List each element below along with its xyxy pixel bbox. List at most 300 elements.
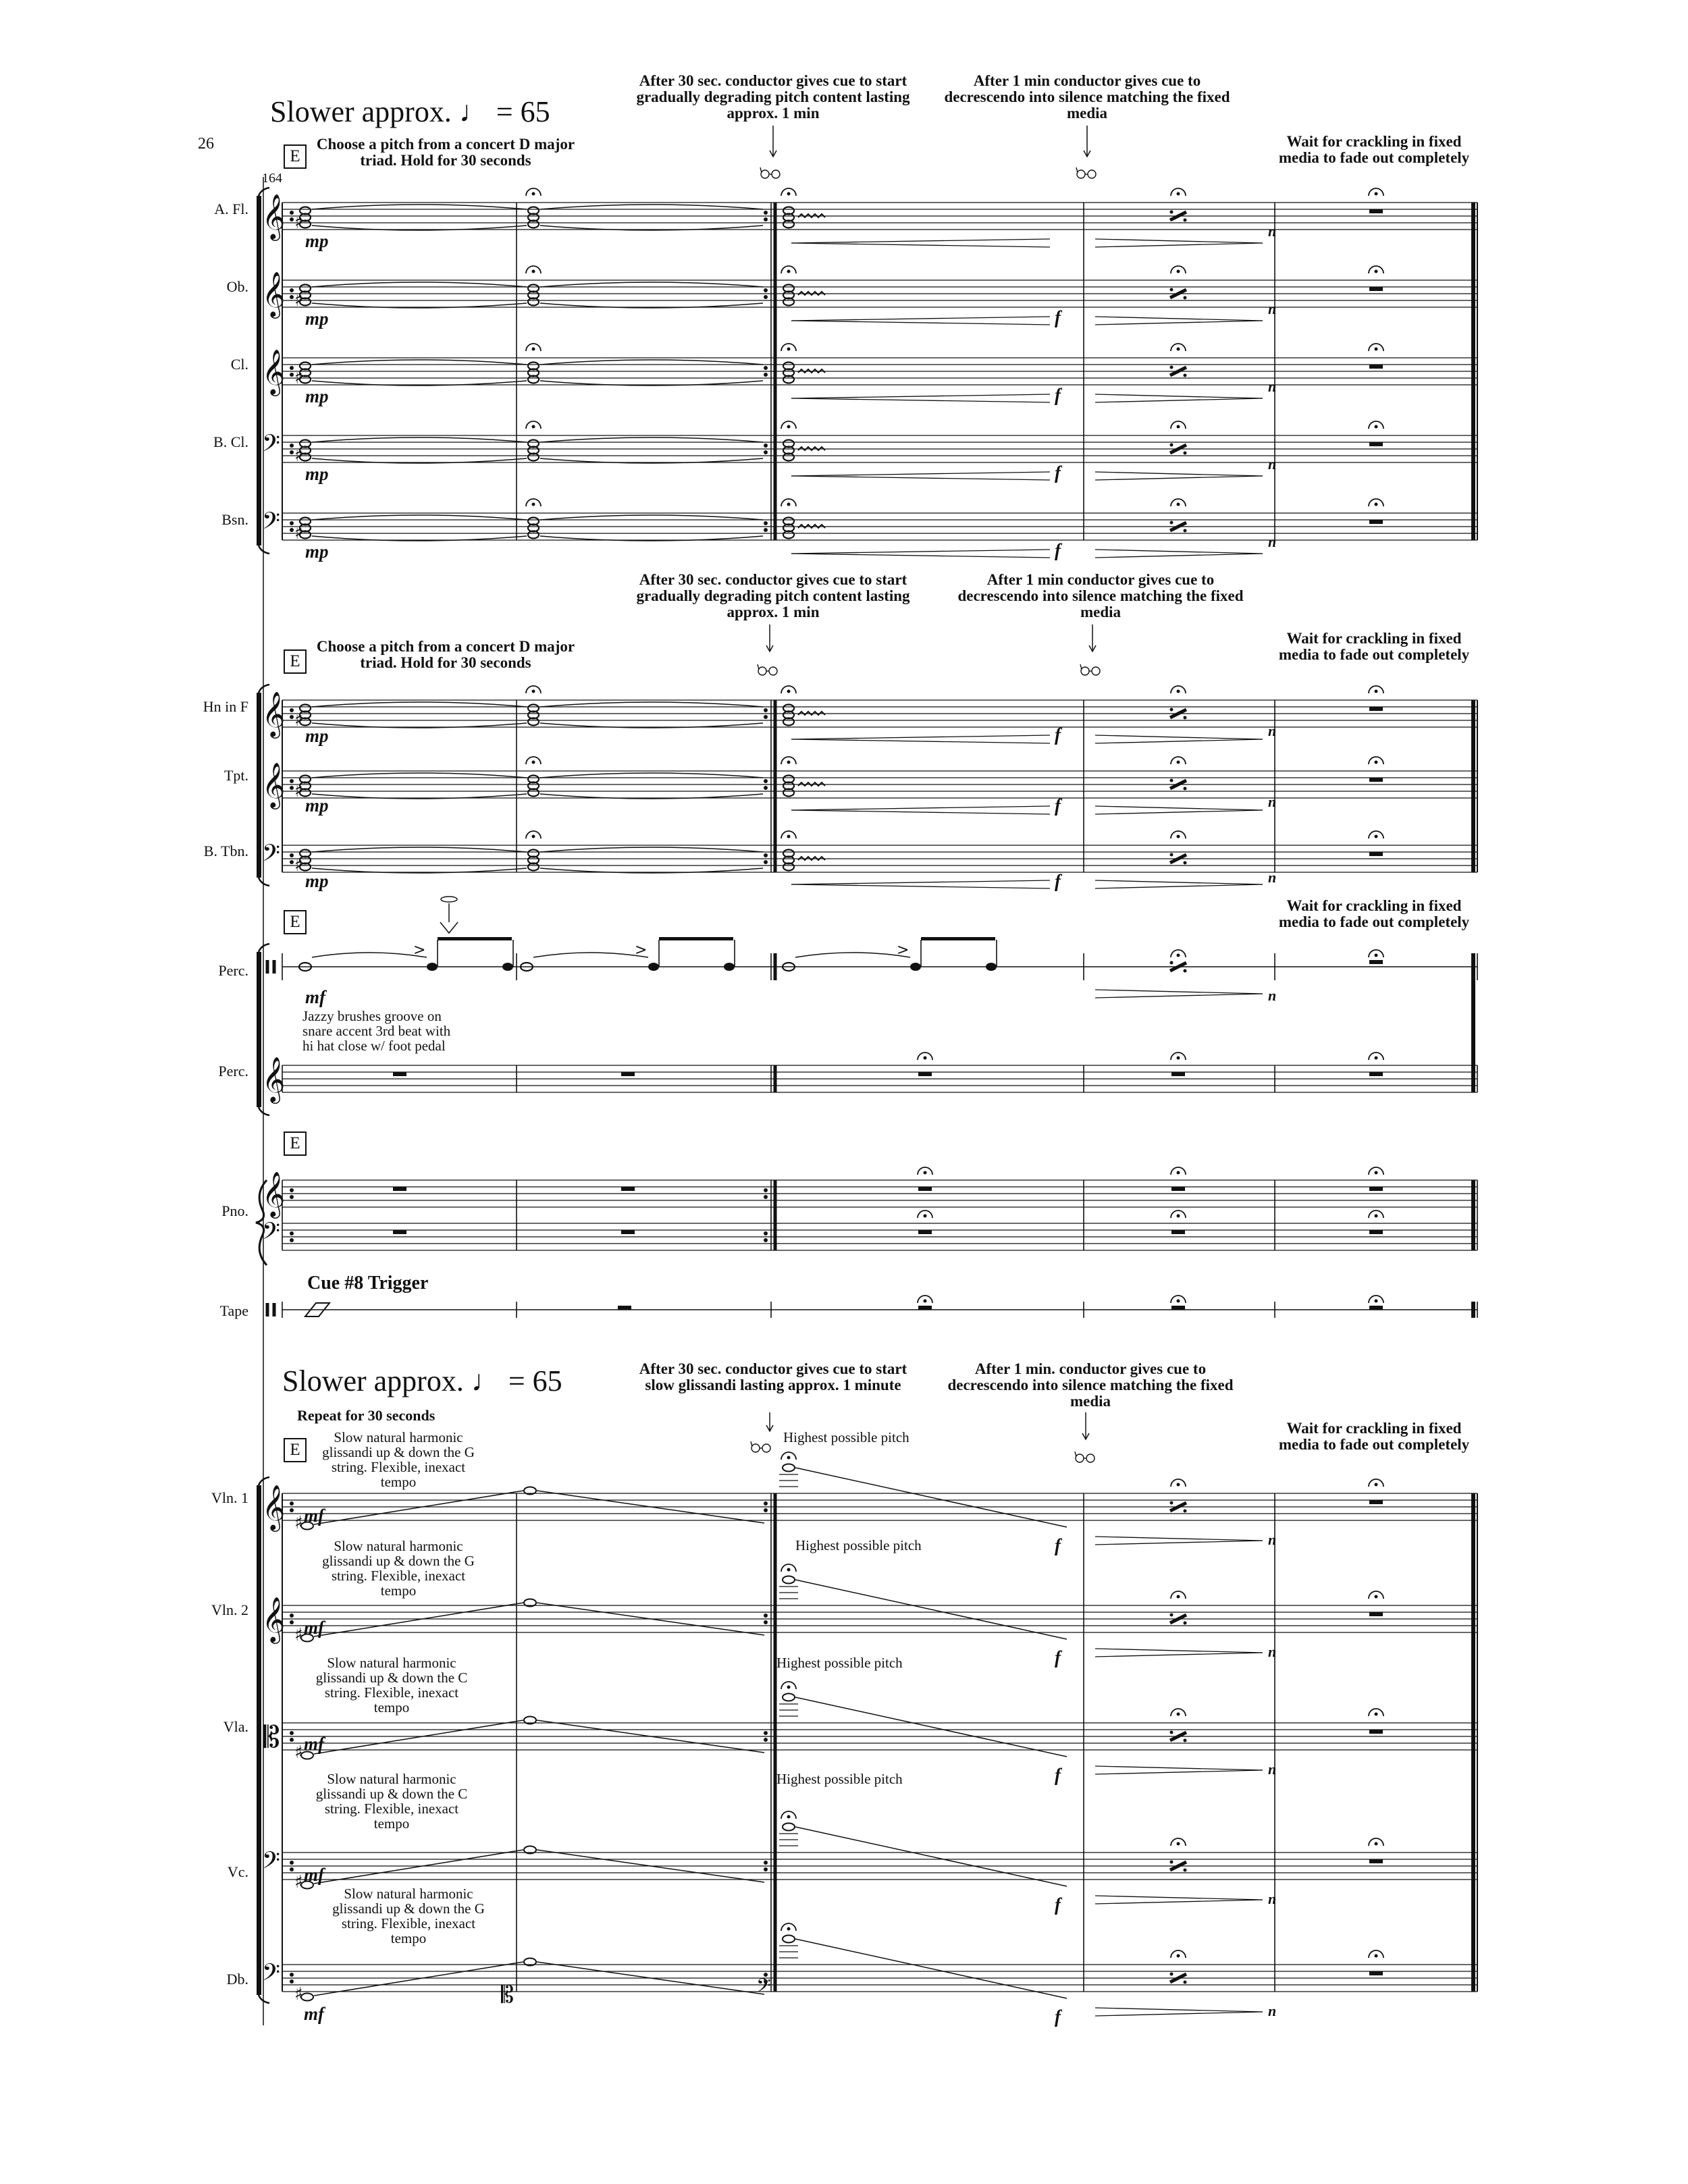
ww4-fermata-dot [532,503,535,506]
vla-highest: Highest possible pitch [776,1655,903,1671]
br2-fermata-dot [1177,835,1180,838]
br2-hairpin [1095,884,1263,888]
str3-fermata-dot [1375,1842,1378,1846]
ww1-tie [540,282,763,287]
str4-whole-rest [1369,1971,1383,1975]
ww2-hairpin [791,394,1050,398]
inst-oboe: Ob. [226,278,248,295]
ww4-tie [540,515,763,520]
tape-cue-label: Cue #8 Trigger [307,1273,429,1294]
perc1-hairpin [1095,990,1263,994]
ww0-treble-clef-icon: 𝄞 [262,193,286,239]
br1-whole-rest [1369,778,1383,782]
str1-treble-clef-icon: 𝄞 [262,1596,286,1642]
ww1-repeat-dot [290,288,294,292]
ww0-fermata-dot [1375,192,1378,196]
str4-bass-clef-icon: 𝄢 [262,1959,281,1992]
str3-slash-dot [1170,1861,1173,1864]
ww2-slash-dot [1170,366,1173,369]
perc1-m2-tie [795,953,910,957]
inst-violin-2: Vln. 2 [211,1601,248,1618]
br0-fermata-dot [787,690,791,693]
perc1-slash-dot [1170,961,1173,965]
page-number: 26 [198,135,214,153]
str4-fermata-dot [787,1927,791,1931]
brass-bracket-hook [259,878,269,886]
rehearsal-mark-ww: E [284,144,307,169]
br0-fermata-dot [532,690,535,693]
perc2-whole-rest [621,1072,635,1076]
ww1-fermata-dot [532,270,535,273]
str2-whole-rest [1369,1730,1383,1734]
ww1-fermata-dot [1177,270,1180,273]
br1-slash-dot [1184,787,1187,791]
piano-lh-whole-rest [621,1230,635,1234]
tape-whole-rest [1171,1306,1185,1310]
str1-repeat-dot [290,1614,294,1618]
dyn-mp: mp [305,871,329,891]
ww2-fermata-dot [787,348,791,351]
piano-rh-fermata-dot [1375,1171,1378,1175]
piano-rh-repeat-dot [764,1188,768,1192]
br1-tie [312,773,527,778]
br0-repeat-dot [290,708,294,712]
perc1-m0-accent-icon: > [413,942,426,959]
strings-system-bracket [257,1485,261,1995]
perc1-m1-tie [533,953,648,957]
br0-tie [312,702,527,707]
str1-repeat-dot [290,1620,294,1624]
str4-repeat-dot [290,1973,294,1977]
br1-tie [540,773,763,778]
brass-30s-glasses-icon [769,667,777,675]
str2-fermata-dot [1375,1713,1378,1716]
strings-wait: Wait for crackling in fixed media to fade out completely [1278,1420,1470,1453]
str3-fermata-dot [1177,1842,1180,1846]
ww3-fermata-dot [1375,425,1378,429]
ww-1min-glasses-icon [1088,170,1096,178]
inst-bass-clarinet: B. Cl. [213,433,248,450]
dyn-n: n [1268,722,1277,739]
ww3-bass-clef-icon: 𝄢 [262,429,281,462]
ww0-fermata-dot [532,192,535,196]
strings-cue-1min: After 1 min. conductor gives cue to decrescendo into silence matching the fixed media [947,1360,1234,1410]
str3-whole-rest [1369,1859,1383,1863]
ww1-sharp-icon: ♯ [294,290,303,311]
ww0-tie [540,205,763,209]
dyn-mf: mf [304,1618,324,1638]
dyn-n: n [1268,1643,1277,1660]
piano-lh-fermata-dot [924,1215,927,1218]
br1-repeat-dot [290,779,294,783]
perc2-whole-rest [918,1072,932,1076]
br1-hairpin [1095,806,1263,810]
ww2-hairpin [1095,394,1263,398]
ww0-sharp-icon: ♯ [294,213,303,233]
dyn-mp: mp [305,386,329,406]
br2-slash-dot [1184,861,1187,865]
dyn-n: n [1268,987,1277,1004]
tape-whole-rest [918,1306,932,1310]
dyn-mp: mp [305,541,329,562]
ww2-repeat-dot [764,373,768,377]
brass-cue-30s: After 30 sec. conductor gives cue to start gradually degrading pitch content lasting approx. 1 min [636,571,910,620]
str0-fermata-dot [1177,1483,1180,1487]
piano-rh-whole-rest [918,1187,932,1191]
ww-wait: Wait for crackling in fixed media to fade out completely [1278,133,1470,166]
str-30s-glasses-icon [751,1444,760,1452]
ww-cue-30s: After 30 sec. conductor gives cue to start gradually degrading pitch content lasting approx. 1 min [636,72,910,122]
dyn-n: n [1268,1761,1277,1778]
measure-number: 164 [262,171,282,186]
piano-rh-whole-rest [393,1187,406,1191]
perc1-m2-notehead [986,963,997,971]
str4-hairpin [1095,2008,1263,2012]
ww-bracket-hook [259,545,269,554]
br2-hairpin [791,884,1050,888]
dyn-mp: mp [305,231,329,251]
ww4-bass-clef-icon: 𝄢 [262,507,281,540]
br0-hairpin [1095,735,1263,739]
ww4-hairpin [1095,554,1263,558]
ww3-sharp-icon: ♯ [294,446,303,466]
ww4-repeat-dot [764,528,768,532]
hihat-cymbal-icon [441,897,457,902]
br0-repeat-dot [764,715,768,719]
str2-hairpin [1095,1766,1263,1770]
piano-lh-repeat-dot [764,1238,768,1242]
dyn-n: n [1268,869,1277,886]
str2-repeat-dot [764,1738,768,1742]
br0-repeat-dot [764,708,768,712]
ww1-whole-rest [1369,287,1383,291]
br1-fermata-dot [1177,761,1180,764]
quarter-note-icon: ♩ [458,95,489,128]
ww2-hairpin [791,398,1050,402]
br1-hairpin [791,806,1050,810]
str3-fermata-dot [787,1815,791,1819]
inst-piano: Pno. [221,1202,248,1219]
dyn-f: f [1055,462,1061,483]
br1-fermata-dot [787,761,791,764]
str2-fermata-dot [1177,1713,1180,1716]
inst-percussion-1: Perc. [218,962,248,979]
br0-sharp-icon: ♯ [294,710,303,730]
dyn-f: f [1055,1765,1061,1785]
perc1-m1-beam [659,937,733,940]
inst-horn: Hn in F [203,698,248,715]
perc1-m1-notehead [724,963,735,971]
dyn-f: f [1055,871,1061,891]
brass-system-bracket [257,693,261,878]
br0-repeat-dot [290,715,294,719]
str3-hairpin [1095,1896,1263,1900]
perc1-m2-notehead [910,963,921,971]
br1-repeat-dot [764,779,768,783]
ww3-whole-rest [1369,442,1383,446]
dyn-mf: mf [304,1865,324,1885]
perc1-m1-notehead [648,963,659,971]
dyn-n: n [1268,793,1277,810]
str4-notehead [301,1994,313,2001]
dyn-mf: mf [305,987,325,1007]
str4-highest-notehead [783,1936,795,1943]
ww-system-bracket [257,196,261,545]
ww3-tie [540,437,763,442]
ww4-repeat-dot [764,521,768,525]
ww3-fermata-dot [1177,425,1180,429]
perc1-m0-notehead [502,963,513,971]
inst-viola: Vla. [223,1718,248,1735]
brass-30s-glasses-icon [758,664,759,670]
ww1-tie [312,282,527,287]
str4-sharp-icon: ♯ [294,1984,303,2004]
str4-descending-gliss [795,1939,1067,1998]
br2-hairpin [1095,880,1263,884]
perc1-m0-beam [438,937,512,940]
br1-fermata-dot [1375,761,1378,764]
str4-gliss-line [314,1962,523,1996]
ww0-repeat-dot [290,217,294,221]
str-30s-glasses-icon [762,1444,770,1452]
vc-gliss-text: Slow natural harmonic glissandi up & down the C string. Flexible, inexact tempo [315,1771,468,1832]
piano-rh-repeat-dot [764,1195,768,1199]
ww4-fermata-dot [1375,503,1378,506]
ww3-repeat-dot [764,444,768,448]
perc-bracket-hook [259,944,269,952]
ww0-hairpin [791,243,1050,247]
piano-rh-repeat-dot [290,1188,294,1192]
ww1-hairpin [1095,317,1263,321]
br2-fermata-dot [787,835,791,838]
ww3-hairpin [1095,472,1263,476]
piano-rh-fermata-dot [924,1171,927,1175]
ww3-repeat-dot [290,450,294,454]
ww2-sharp-icon: ♯ [294,368,303,388]
dyn-f: f [1055,307,1061,327]
str1-hairpin [1095,1653,1263,1657]
ww0-repeat-dot [764,211,768,215]
str3-repeat-dot [290,1867,294,1871]
br2-slash-dot [1170,853,1173,857]
str3-repeat-dot [764,1867,768,1871]
piano-rh-fermata-dot [1177,1171,1180,1175]
brass-cue-1min: After 1 min conductor gives cue to decrescendo into silence matching the fixed media [957,571,1244,620]
str2-alto-clef-icon: 𝄡 [263,1720,280,1755]
str1-slash-dot [1170,1614,1173,1617]
perc1-m2-beam [921,937,995,940]
str0-descending-gliss [795,1468,1067,1527]
str0-slash-dot [1184,1510,1187,1513]
ww2-tie [540,360,763,365]
dyn-n: n [1268,300,1277,317]
dyn-mp: mp [305,795,329,816]
ww4-repeat-dot [290,528,294,532]
dyn-mf: mf [304,1506,324,1526]
str3-hairpin [1095,1900,1263,1904]
str0-hairpin [1095,1541,1263,1545]
str0-hairpin [1095,1537,1263,1541]
ww0-fermata-dot [1177,192,1180,196]
ww1-repeat-dot [764,295,768,299]
str3-bass-clef-icon: 𝄢 [262,1846,281,1880]
ww2-slash-dot [1184,374,1187,377]
dyn-mp: mp [305,464,329,484]
str-1min-glasses-icon [1086,1454,1094,1462]
str0-slash-dot [1170,1501,1173,1505]
perc2-fermata-dot [1177,1057,1180,1060]
str4-slash-dot [1184,1981,1187,1984]
brass-1min-glasses-icon [1081,667,1089,675]
ww0-slash-dot [1184,219,1187,222]
br0-fermata-dot [1375,690,1378,693]
ww2-whole-rest [1369,365,1383,369]
str0-fermata-dot [787,1456,791,1460]
ww2-tie [312,360,527,365]
ww1-slash-dot [1184,296,1187,300]
str0-fermata-dot [1375,1483,1378,1487]
inst-bassoon: Bsn. [221,511,248,528]
str-1min-glasses-icon [1075,1451,1076,1457]
br1-repeat-dot [290,786,294,790]
tape-whole-rest [618,1306,631,1310]
str0-sharp-icon: ♯ [294,1513,303,1533]
piano-lh-fermata-dot [1375,1215,1378,1218]
perc2-fermata-dot [924,1057,927,1060]
ww3-fermata-dot [787,425,791,429]
br0-fermata-dot [1177,690,1180,693]
br0-treble-clef-icon: 𝄞 [262,691,286,737]
rehearsal-mark-strings: E [284,1438,307,1462]
piano-lh-whole-rest [393,1230,406,1234]
str1-descending-gliss [795,1580,1067,1639]
ww2-fermata-dot [532,348,535,351]
str0-gliss-line [314,1491,523,1524]
dyn-f: f [1055,795,1061,816]
str0-repeat-dot [290,1508,294,1512]
str2-highest-notehead [783,1694,795,1701]
dyn-f: f [1055,724,1061,745]
ww1-fermata-dot [787,270,791,273]
br2-tie [312,847,527,852]
str2-gliss-line [314,1720,523,1754]
dyn-n: n [1268,2002,1277,2019]
ww3-repeat-dot [764,450,768,454]
br1-hairpin [1095,810,1263,814]
inst-double-bass: Db. [226,1971,248,1988]
ww0-fermata-dot [787,192,791,196]
br0-hairpin [1095,739,1263,743]
dyn-n: n [1268,1531,1277,1548]
ww4-sharp-icon: ♯ [294,523,303,543]
str3-slash-dot [1184,1869,1187,1872]
dyn-mp: mp [305,726,329,746]
ww0-whole-rest [1369,209,1383,213]
ww-instruction: Choose a pitch from a concert D major triad. Hold for 30 seconds [316,136,575,169]
ww-1min-glasses-icon [1076,167,1078,173]
ww0-hairpin [791,239,1050,243]
perc1-fermata-dot [1375,954,1378,957]
br2-tie [540,847,763,852]
brass-30s-glasses-icon [758,667,766,675]
ww4-fermata-dot [787,503,791,506]
str2-sharp-icon: ♯ [294,1742,303,1763]
perc1-m0-tie [312,953,427,957]
str2-repeat-dot [290,1738,294,1742]
dyn-mf: mf [304,2004,324,2024]
ww4-slash-dot [1170,521,1173,525]
ww3-tie [312,437,527,442]
perc-system-bracket [257,952,261,1107]
str1-hairpin [1095,1649,1263,1653]
piano-lh-fermata-dot [1177,1215,1180,1218]
str-1min-glasses-icon [1076,1454,1084,1462]
db-gliss-text: Slow natural harmonic glissandi up & down the G string. Flexible, inexact tempo [332,1886,485,1946]
ww0-hairpin [1095,243,1263,247]
str1-slash-dot [1184,1622,1187,1625]
br2-whole-rest [1369,852,1383,856]
strings-repeat: Repeat for 30 seconds [297,1407,436,1424]
br2-repeat-dot [290,853,294,857]
str2-slash-dot [1170,1731,1173,1734]
inst-violin-1: Vln. 1 [211,1489,248,1506]
str0-repeat-dot [290,1501,294,1506]
str2-slash-dot [1184,1739,1187,1742]
ww4-repeat-dot [290,521,294,525]
dyn-mf: mf [304,1734,324,1754]
dyn-n: n [1268,223,1277,240]
strings-bracket-hook [259,1995,269,2003]
br2-repeat-dot [764,860,768,864]
ww-1min-glasses-icon [1077,170,1085,178]
str2-hairpin [1095,1770,1263,1774]
str0-repeat-dot [764,1508,768,1512]
ww2-repeat-dot [290,366,294,370]
str0-whole-rest [1369,1500,1383,1504]
inst-trumpet: Tpt. [223,767,248,784]
dyn-n: n [1268,1890,1277,1907]
vla-gliss-text: Slow natural harmonic glissandi up & down the C string. Flexible, inexact tempo [315,1655,468,1715]
ww2-fermata-dot [1177,348,1180,351]
str2-repeat-dot [764,1731,768,1735]
ww4-slash-dot [1184,529,1187,533]
brass-wait: Wait for crackling in fixed media to fade out completely [1278,630,1470,663]
br1-repeat-dot [764,786,768,790]
tempo-marking-strings [282,1364,562,1398]
piano-lh-whole-rest [918,1230,932,1234]
str4-fermata-dot [1375,1954,1378,1958]
ww1-hairpin [791,317,1050,321]
piano-rh-whole-rest [1369,1187,1383,1191]
dyn-f: f [1055,1647,1061,1668]
inst-clarinet: Cl. [230,356,248,373]
dyn-f: f [1055,1535,1061,1555]
dyn-n: n [1268,378,1277,395]
piano-lh-bass-clef-icon: 𝄢 [262,1217,281,1250]
br0-hairpin [791,739,1050,743]
br1-treble-clef-icon: 𝄞 [262,762,286,807]
tape-fermata-dot [1375,1300,1378,1303]
str1-sharp-icon: ♯ [294,1625,303,1645]
str0-repeat-dot [764,1501,768,1506]
perc2-whole-rest [1369,1072,1383,1076]
quarter-note-icon: ♩ [471,1364,501,1397]
br1-sharp-icon: ♯ [294,781,303,801]
br2-repeat-dot [290,860,294,864]
piano-lh-repeat-dot [290,1231,294,1235]
vln2-gliss-text: Slow natural harmonic glissandi up & down the G string. Flexible, inexact tempo [322,1538,475,1599]
vln1-highest: Highest possible pitch [783,1429,909,1445]
